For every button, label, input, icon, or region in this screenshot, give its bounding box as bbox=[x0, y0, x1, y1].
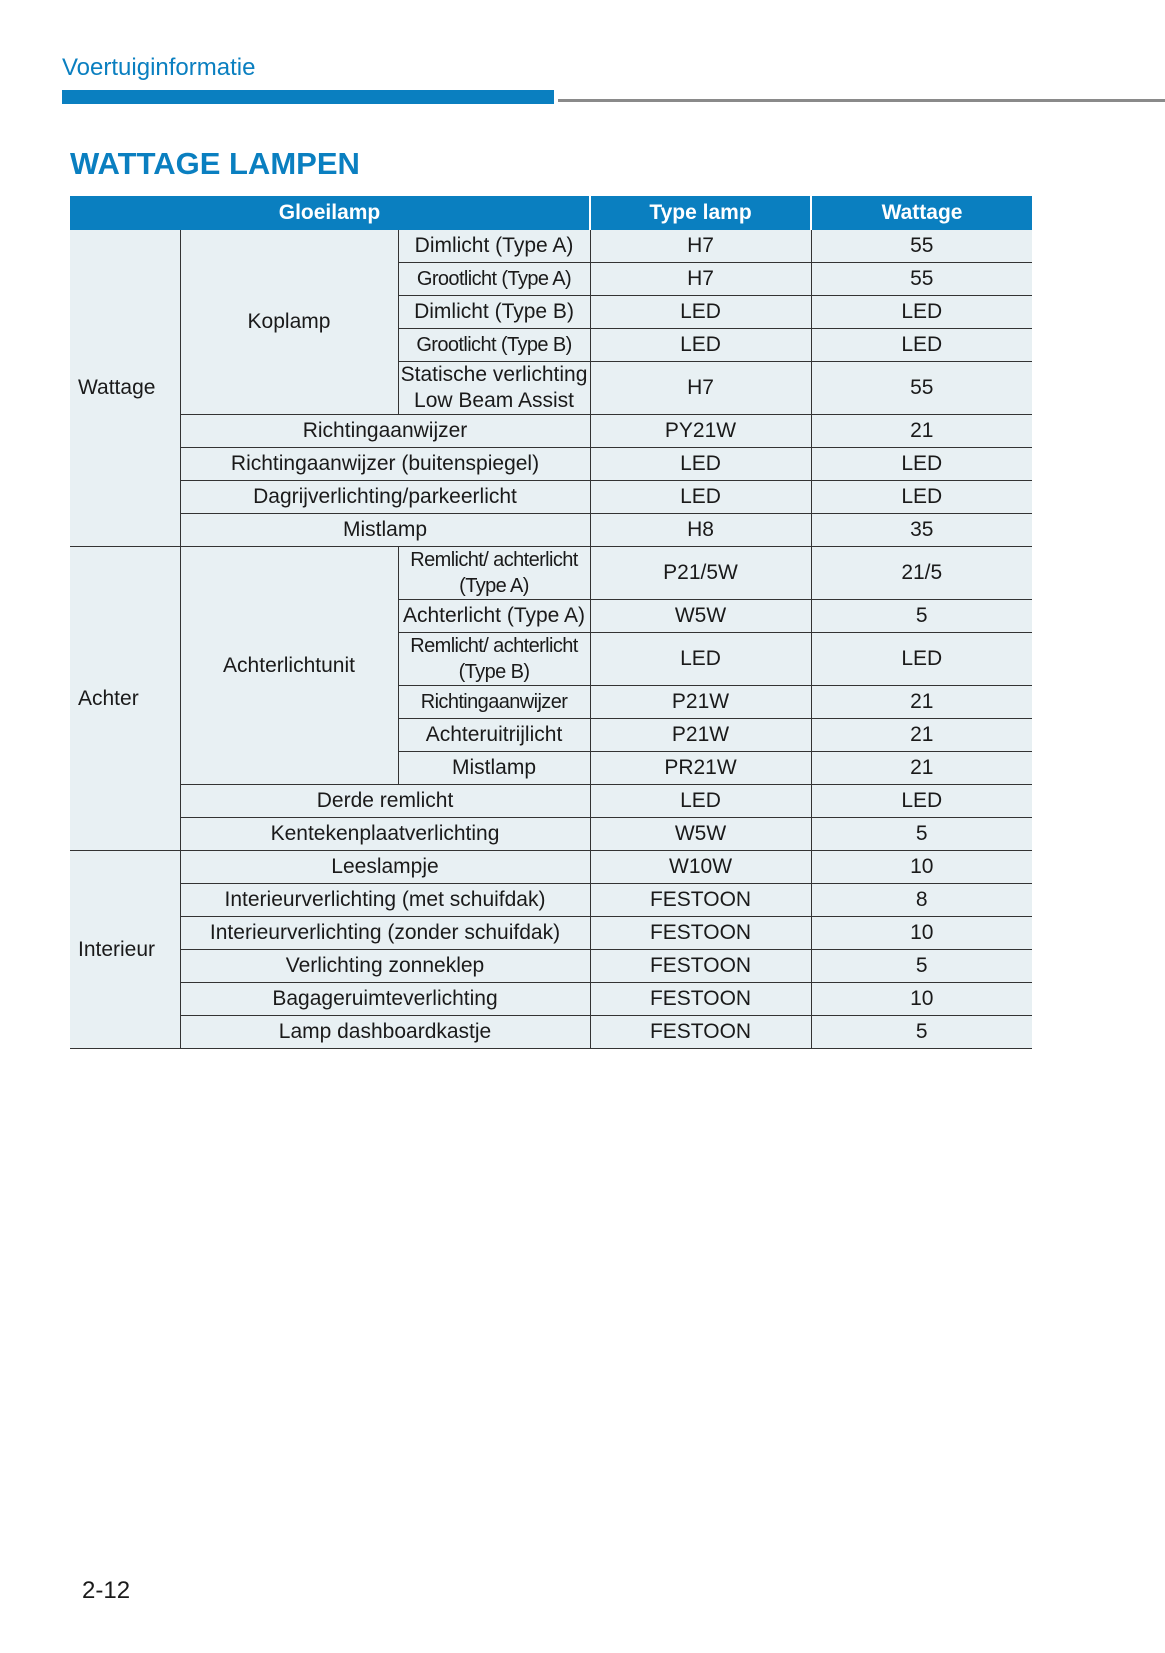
bulb-name: Dimlicht (Type B) bbox=[398, 296, 590, 329]
bulb-type: P21W bbox=[590, 719, 811, 752]
table-row bbox=[70, 851, 1032, 884]
bulb-type: LED bbox=[590, 329, 811, 362]
bulb-type: LED bbox=[590, 481, 811, 514]
bulb-wattage: 55 bbox=[811, 230, 1032, 263]
subgroup-label: Koplamp bbox=[180, 230, 398, 415]
bulb-wattage: 35 bbox=[811, 514, 1032, 547]
bulb-name: Statische verlichting Low Beam Assist bbox=[398, 362, 590, 415]
bulb-name: Interieurverlichting (met schuifdak) bbox=[180, 884, 590, 917]
bulb-name: Lamp dashboardkastje bbox=[180, 1016, 590, 1049]
bulb-wattage: 55 bbox=[811, 362, 1032, 415]
bulb-wattage: LED bbox=[811, 296, 1032, 329]
table-row bbox=[70, 514, 1032, 547]
bulb-wattage: 5 bbox=[811, 600, 1032, 633]
bulb-type: LED bbox=[590, 296, 811, 329]
bulb-name: Achterlicht (Type A) bbox=[398, 600, 590, 633]
header-bulb: Gloeilamp bbox=[70, 196, 590, 230]
page-title: WATTAGE LAMPEN bbox=[70, 146, 360, 181]
bulb-type: PR21W bbox=[590, 752, 811, 785]
bulb-wattage: 10 bbox=[811, 917, 1032, 950]
page-number: 2-12 bbox=[82, 1577, 131, 1604]
bulb-type: FESTOON bbox=[590, 950, 811, 983]
bulb-name: Mistlamp bbox=[180, 514, 590, 547]
table-header-row bbox=[70, 196, 1032, 230]
bulb-wattage: 5 bbox=[811, 950, 1032, 983]
bulb-wattage: 10 bbox=[811, 983, 1032, 1016]
bulb-type: W10W bbox=[590, 851, 811, 884]
bulb-name: Verlichting zonneklep bbox=[180, 950, 590, 983]
table-row bbox=[70, 983, 1032, 1016]
table-row bbox=[70, 1016, 1032, 1049]
table-row bbox=[70, 230, 1032, 263]
table-row bbox=[70, 950, 1032, 983]
bulb-type: H7 bbox=[590, 230, 811, 263]
bulb-name: Dimlicht (Type A) bbox=[398, 230, 590, 263]
header-rule-accent bbox=[62, 90, 554, 104]
table-row bbox=[70, 785, 1032, 818]
bulb-type: H8 bbox=[590, 514, 811, 547]
bulb-type: LED bbox=[590, 633, 811, 686]
bulb-wattage: 8 bbox=[811, 884, 1032, 917]
bulb-type: H7 bbox=[590, 362, 811, 415]
bulb-name: Richtingaanwijzer bbox=[180, 415, 590, 448]
header-rule-gray bbox=[558, 99, 1165, 102]
bulb-type: FESTOON bbox=[590, 917, 811, 950]
bulb-name: Richtingaanwijzer bbox=[398, 686, 590, 719]
bulb-type: P21/5W bbox=[590, 547, 811, 600]
bulb-type: FESTOON bbox=[590, 983, 811, 1016]
bulb-name: Grootlicht (Type B) bbox=[398, 329, 590, 362]
bulb-wattage: LED bbox=[811, 448, 1032, 481]
bulb-wattage: 21 bbox=[811, 415, 1032, 448]
table-row bbox=[70, 481, 1032, 514]
bulb-wattage: 5 bbox=[811, 818, 1032, 851]
bulb-name: Achteruitrijlicht bbox=[398, 719, 590, 752]
bulb-name: Bagageruimteverlichting bbox=[180, 983, 590, 1016]
bulb-type: LED bbox=[590, 448, 811, 481]
header-type: Type lamp bbox=[590, 196, 811, 230]
bulb-type: FESTOON bbox=[590, 884, 811, 917]
subgroup-label: Achterlichtunit bbox=[180, 547, 398, 785]
bulb-type: W5W bbox=[590, 818, 811, 851]
bulb-wattage: LED bbox=[811, 633, 1032, 686]
bulb-type: P21W bbox=[590, 686, 811, 719]
bulb-name: Mistlamp bbox=[398, 752, 590, 785]
bulb-wattage: 21 bbox=[811, 686, 1032, 719]
group-label: Achter bbox=[70, 547, 180, 851]
bulb-wattage: LED bbox=[811, 785, 1032, 818]
bulb-wattage: 21 bbox=[811, 719, 1032, 752]
bulb-type: H7 bbox=[590, 263, 811, 296]
table-row bbox=[70, 547, 1032, 600]
bulb-wattage: 21 bbox=[811, 752, 1032, 785]
bulb-type: W5W bbox=[590, 600, 811, 633]
bulb-name: Remlicht/ achterlicht (Type B) bbox=[398, 633, 590, 686]
header-wattage: Wattage bbox=[811, 196, 1032, 230]
bulb-type: PY21W bbox=[590, 415, 811, 448]
table-row bbox=[70, 917, 1032, 950]
bulb-wattage: 5 bbox=[811, 1016, 1032, 1049]
bulb-name: Derde remlicht bbox=[180, 785, 590, 818]
bulb-type: FESTOON bbox=[590, 1016, 811, 1049]
table-row bbox=[70, 415, 1032, 448]
bulb-name: Richtingaanwijzer (buitenspiegel) bbox=[180, 448, 590, 481]
table-row bbox=[70, 448, 1032, 481]
bulb-wattage: LED bbox=[811, 329, 1032, 362]
group-label: Wattage bbox=[70, 230, 180, 547]
bulb-name: Interieurverlichting (zonder schuifdak) bbox=[180, 917, 590, 950]
bulb-wattage: 10 bbox=[811, 851, 1032, 884]
table-row bbox=[70, 884, 1032, 917]
bulb-name: Kentekenplaatverlichting bbox=[180, 818, 590, 851]
bulb-name: Remlicht/ achterlicht (Type A) bbox=[398, 547, 590, 600]
bulb-wattage-table bbox=[70, 196, 1032, 1049]
bulb-wattage: 21/5 bbox=[811, 547, 1032, 600]
bulb-name: Grootlicht (Type A) bbox=[398, 263, 590, 296]
group-label: Interieur bbox=[70, 851, 180, 1049]
section-header: Voertuiginformatie bbox=[62, 54, 256, 81]
bulb-type: LED bbox=[590, 785, 811, 818]
bulb-name: Dagrijverlichting/parkeerlicht bbox=[180, 481, 590, 514]
bulb-wattage: 55 bbox=[811, 263, 1032, 296]
bulb-name: Leeslampje bbox=[180, 851, 590, 884]
bulb-wattage: LED bbox=[811, 481, 1032, 514]
table-row bbox=[70, 818, 1032, 851]
